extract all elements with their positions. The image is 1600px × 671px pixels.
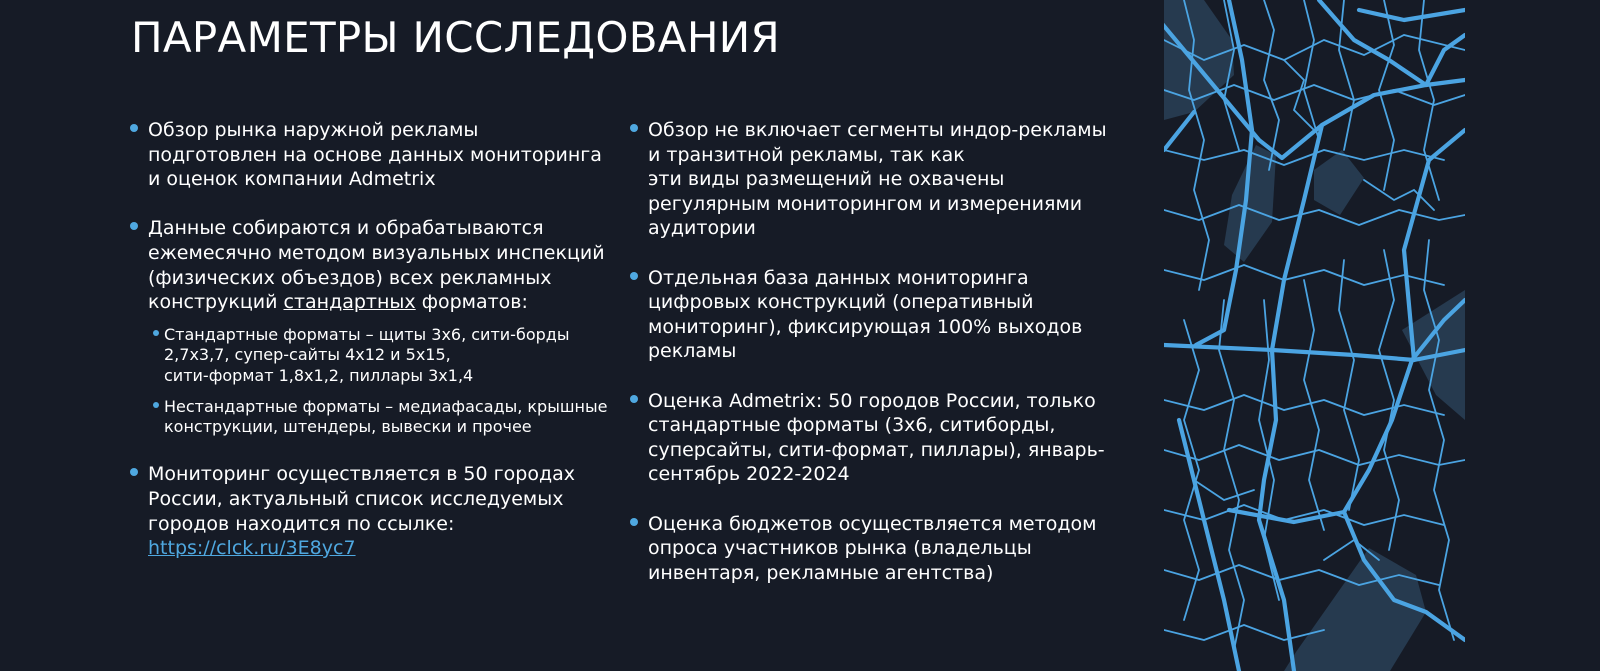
right-bullet-list (630, 118, 1120, 585)
text-line: регулярным мониторингом и измерениями (648, 192, 1083, 215)
bullet-item-data-collection (130, 216, 620, 437)
text-line: сентябрь 2022-2024 (648, 463, 850, 486)
text-line: эти виды размещений не охвачены (648, 168, 1005, 191)
text-line: Оценка Admetrix: 50 городов России, только (648, 389, 1096, 412)
bullet-item-monitoring-cities (130, 462, 620, 560)
right-column (630, 118, 1120, 610)
text-line: и оценок компании Admetrix (148, 168, 436, 191)
city-map-svg (1164, 0, 1465, 671)
text-line: опроса участников рынка (владельцы (648, 537, 1032, 560)
text-line (148, 290, 620, 315)
text-line: Отдельная база данных мониторинга (648, 266, 1029, 289)
sub-bullet-standard-formats (152, 325, 620, 387)
text-line: (физических объездов) всех рекламных (148, 266, 552, 289)
text-line: сити-формат 1,8х1,2, пиллары 3х1,4 (164, 365, 474, 385)
left-column (130, 118, 620, 585)
bullet-item-admetrix-estimate (630, 389, 1120, 487)
bullet-dot-icon (130, 222, 138, 230)
bullet-item-budget-estimate (630, 512, 1120, 586)
text-line: Стандартные форматы – щиты 3х6, сити-борды (164, 324, 570, 344)
bullet-item-report-basis (130, 118, 620, 192)
cities-list-link[interactable]: https://clck.ru/3E8yc7 (148, 537, 356, 560)
text-line: городов находится по ссылке: (148, 512, 455, 535)
text-line: рекламы (648, 340, 737, 363)
bullet-item-digital-database (630, 266, 1120, 364)
bullet-dot-icon (630, 124, 638, 132)
city-map-illustration (1164, 0, 1465, 671)
text-line: подготовлен на основе данных мониторинга (148, 143, 602, 166)
text-line: цифровых конструкций (оперативный (648, 291, 1034, 314)
text-line: Нестандартные форматы – медиафасады, крышные (164, 396, 608, 416)
text-line: и транзитной рекламы, так как (648, 143, 965, 166)
text-line: ежемесячно методом визуальных инспекций (148, 241, 605, 264)
bullet-dot-icon (130, 124, 138, 132)
bullet-dot-icon (630, 518, 638, 526)
bullet-dot-icon (630, 395, 638, 403)
left-bullet-list (130, 118, 620, 561)
text-line: суперсайты, сити-формат, пиллары), январь- (648, 438, 1105, 461)
text-fragment: конструкций (148, 291, 284, 314)
text-line: Оценка бюджетов осуществляется методом (648, 512, 1097, 535)
format-sublist (152, 325, 620, 438)
text-line: 2,7х3,7, супер-сайты 4х12 и 5х15, (164, 345, 451, 365)
text-line: конструкции, штендеры, вывески и прочее (164, 417, 532, 437)
text-line: Обзор не включает сегменты индор-рекламы (648, 119, 1107, 141)
text-fragment: форматов: (415, 291, 528, 314)
text-line: аудитории (648, 217, 756, 240)
bullet-dot-icon (153, 330, 159, 336)
text-line: Мониторинг осуществляется в 50 городах (148, 463, 575, 486)
bullet-dot-icon (630, 272, 638, 280)
bullet-dot-icon (153, 402, 159, 408)
bullet-dot-icon (130, 468, 138, 476)
page-title: ПАРАМЕТРЫ ИССЛЕДОВАНИЯ (131, 13, 780, 62)
text-line: инвентаря, рекламные агентства) (648, 561, 994, 584)
text-line: Обзор рынка наружной рекламы (148, 119, 479, 141)
text-line: стандартные форматы (3х6, ситиборды, (648, 414, 1056, 437)
underlined-word-standard: стандартных (283, 291, 416, 314)
text-line: России, актуальный список исследуемых (148, 487, 564, 510)
text-line: Данные собираются и обрабатываются (148, 217, 544, 240)
bullet-item-excluded-segments (630, 118, 1120, 241)
text-line: мониторинг), фиксирующая 100% выходов (648, 315, 1083, 338)
sub-bullet-nonstandard-formats (152, 397, 620, 438)
